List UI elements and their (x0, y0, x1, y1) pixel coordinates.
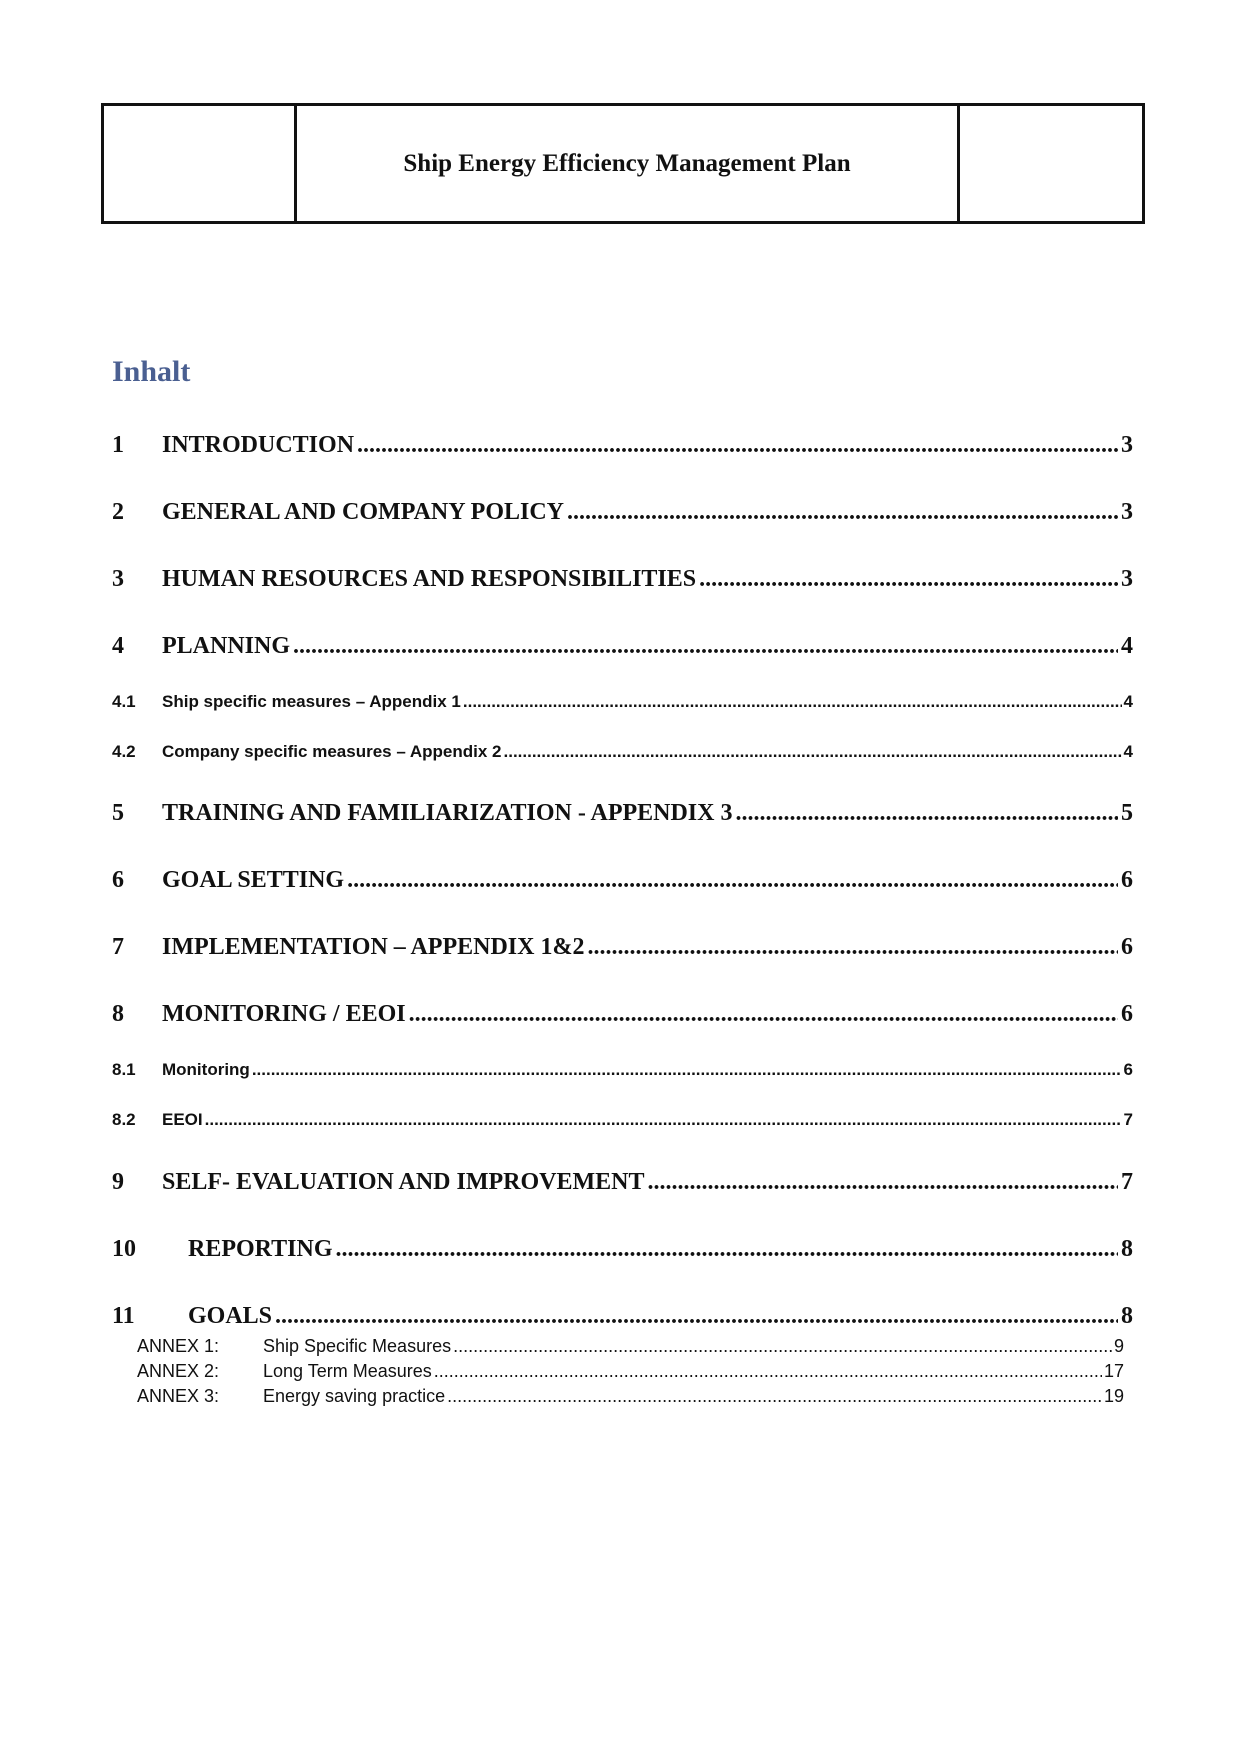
toc-entry-title: HUMAN RESOURCES AND RESPONSIBILITIES (162, 566, 697, 592)
toc-entry-number: 2 (112, 499, 124, 525)
toc-entry-page: 6 (1121, 867, 1133, 893)
toc-entry-title: IMPLEMENTATION – APPENDIX 1&2 (162, 934, 585, 960)
toc-entry-5[interactable] (112, 800, 1133, 827)
toc-entry-number: 7 (112, 934, 124, 960)
toc-entry-number: 5 (112, 800, 124, 826)
toc-entry-title: SELF- EVALUATION AND IMPROVEMENT (162, 1169, 645, 1195)
toc-entry-4[interactable] (112, 633, 1133, 660)
toc-entry-title: Monitoring (162, 1060, 250, 1079)
toc-dot-leader (275, 1303, 1118, 1330)
toc-entry-title: GENERAL AND COMPANY POLICY (162, 499, 565, 525)
toc-entry-page: 17 (1103, 1361, 1124, 1381)
toc-entry-page: 6 (1121, 934, 1133, 960)
header-left-cell (104, 106, 297, 221)
toc-entry-annex-2[interactable] (137, 1361, 1124, 1382)
toc-entry-page: 4 (1123, 742, 1133, 761)
toc-entry-number: 11 (112, 1303, 135, 1329)
toc-entry-8-1[interactable] (112, 1060, 1133, 1080)
toc-entry-title: PLANNING (162, 633, 291, 659)
toc-dot-leader (357, 432, 1118, 459)
toc-heading: Inhalt (112, 355, 191, 388)
toc-entry-page: 3 (1121, 499, 1133, 525)
toc-entry-page: 4 (1121, 633, 1133, 659)
toc-dot-leader (293, 633, 1118, 660)
toc-entry-number: ANNEX 3: (137, 1386, 220, 1406)
toc-entry-title: MONITORING / EEOI (162, 1001, 406, 1027)
toc-entry-number: 6 (112, 867, 124, 893)
toc-entry-2[interactable] (112, 499, 1133, 526)
toc-entry-1[interactable] (112, 432, 1133, 459)
toc-dot-leader (447, 1386, 1102, 1407)
toc-entry-page: 4 (1123, 692, 1133, 711)
toc-entry-number: 4.1 (112, 692, 136, 711)
document-title: Ship Energy Efficiency Management Plan (297, 106, 960, 221)
toc-entry-6[interactable] (112, 867, 1133, 894)
toc-entry-title: Company specific measures – Appendix 2 (162, 742, 502, 761)
toc-entry-4-1[interactable] (112, 692, 1133, 712)
toc-entry-page: 19 (1103, 1386, 1124, 1406)
toc-entry-number: 4 (112, 633, 124, 659)
toc-entry-title: Energy saving practice (263, 1386, 446, 1406)
toc-entry-number: 3 (112, 566, 124, 592)
toc-dot-leader (648, 1169, 1119, 1196)
toc-dot-leader (409, 1001, 1118, 1028)
toc-dot-leader (434, 1361, 1102, 1382)
toc-dot-leader (205, 1110, 1122, 1130)
toc-dot-leader (504, 742, 1122, 762)
toc-entry-title: GOALS (188, 1303, 273, 1329)
toc-entry-9[interactable] (112, 1169, 1133, 1196)
toc-dot-leader (336, 1236, 1118, 1263)
toc-dot-leader (347, 867, 1118, 894)
toc-entry-title: INTRODUCTION (162, 432, 355, 458)
toc-entry-page: 8 (1121, 1236, 1133, 1262)
toc-dot-leader (252, 1060, 1122, 1080)
toc-entry-11[interactable] (112, 1303, 1133, 1330)
toc-entry-page: 6 (1123, 1060, 1133, 1079)
toc-entry-number: 10 (112, 1236, 136, 1262)
toc-entry-title: EEOI (162, 1110, 203, 1129)
toc-entry-3[interactable] (112, 566, 1133, 593)
toc-entry-number: 8.2 (112, 1110, 136, 1129)
toc-entry-title: Long Term Measures (263, 1361, 432, 1381)
toc-dot-leader (699, 566, 1118, 593)
toc-entry-10[interactable] (112, 1236, 1133, 1263)
toc-entry-number: 8 (112, 1001, 124, 1027)
toc-entry-number: ANNEX 1: (137, 1336, 220, 1356)
toc-entry-8[interactable] (112, 1001, 1133, 1028)
toc-entry-title: Ship Specific Measures (263, 1336, 452, 1356)
toc-entry-page: 3 (1121, 566, 1133, 592)
toc-dot-leader (453, 1336, 1112, 1357)
toc-entry-title: TRAINING AND FAMILIARIZATION - APPENDIX 3 (162, 800, 733, 826)
toc-entry-number: 9 (112, 1169, 124, 1195)
toc-entry-title: REPORTING (188, 1236, 333, 1262)
toc-entry-title: Ship specific measures – Appendix 1 (162, 692, 461, 711)
toc-entry-number: 8.1 (112, 1060, 136, 1079)
toc-entry-page: 5 (1121, 800, 1133, 826)
toc-entry-page: 6 (1121, 1001, 1133, 1027)
toc-entry-page: 7 (1121, 1169, 1133, 1195)
toc-dot-leader (463, 692, 1122, 712)
toc-dot-leader (567, 499, 1118, 526)
toc-entry-number: 1 (112, 432, 124, 458)
toc-dot-leader (735, 800, 1118, 827)
document-header-table (101, 103, 1145, 224)
toc-entry-4-2[interactable] (112, 742, 1133, 762)
toc-entry-page: 7 (1123, 1110, 1133, 1129)
toc-entry-page: 9 (1113, 1336, 1124, 1356)
toc-entry-number: ANNEX 2: (137, 1361, 220, 1381)
toc-entry-annex-3[interactable] (137, 1386, 1124, 1407)
toc-entry-number: 4.2 (112, 742, 136, 761)
toc-entry-page: 3 (1121, 432, 1133, 458)
toc-entry-annex-1[interactable] (137, 1336, 1124, 1357)
toc-entry-7[interactable] (112, 934, 1133, 961)
header-right-cell (960, 106, 1142, 221)
toc-entry-title: GOAL SETTING (162, 867, 345, 893)
toc-entry-8-2[interactable] (112, 1110, 1133, 1130)
toc-dot-leader (587, 934, 1118, 961)
toc-entry-page: 8 (1121, 1303, 1133, 1329)
